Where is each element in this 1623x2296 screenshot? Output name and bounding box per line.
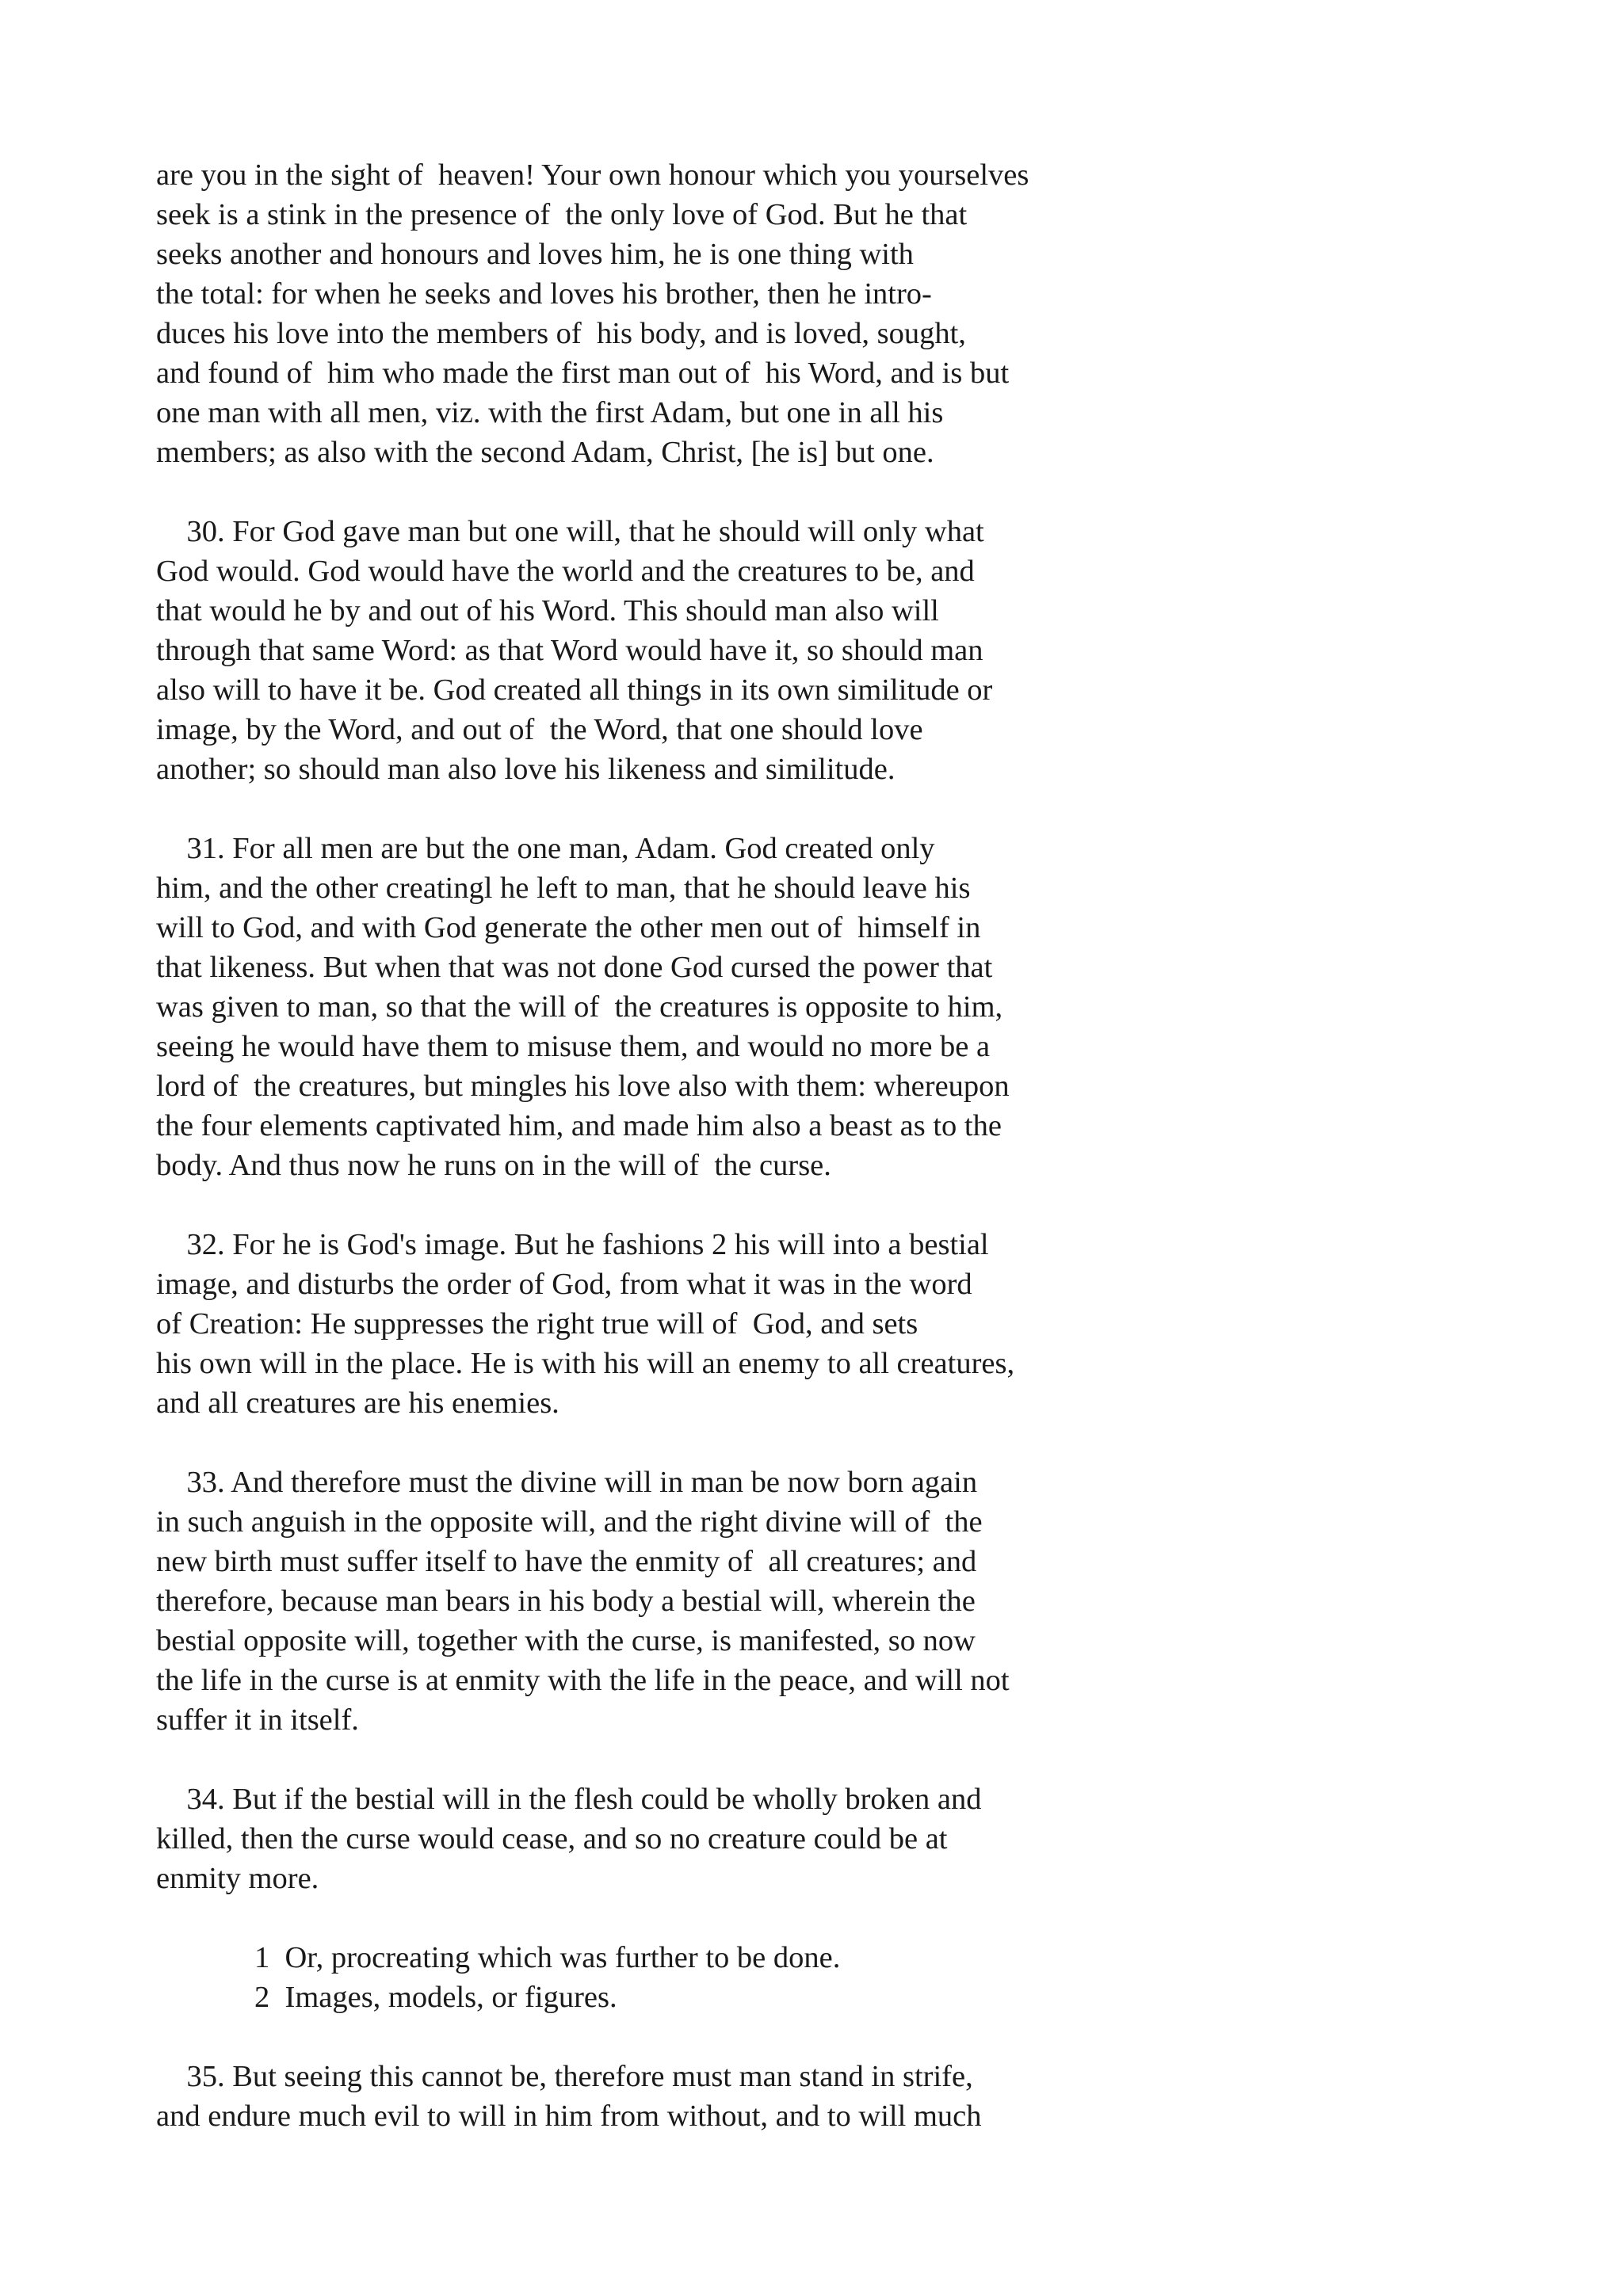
text-line: the life in the curse is at enmity with the life in the peace, and will not xyxy=(156,1664,1010,1697)
text-line: also will to have it be. God created all things in its own similitude or xyxy=(156,673,993,707)
paragraph-continuation xyxy=(156,155,1139,472)
text-line: 31. For all men are but the one man, Adam. God created only xyxy=(156,832,935,865)
text-line: body. And thus now he runs on in the will of the curse. xyxy=(156,1149,831,1182)
text-line: are you in the sight of heaven! Your own honour which you yourselves xyxy=(156,158,1029,192)
text-column xyxy=(156,155,1139,2176)
text-line: image, and disturbs the order of God, from what it was in the word xyxy=(156,1268,972,1301)
text-line: seeks another and honours and loves him, he is one thing with xyxy=(156,238,914,271)
text-line: and all creatures are his enemies. xyxy=(156,1386,559,1420)
paragraph-35 xyxy=(156,2057,1139,2136)
text-line: God would. God would have the world and the creatures to be, and xyxy=(156,555,975,588)
text-line: will to God, and with God generate the other men out of himself in xyxy=(156,911,981,944)
text-line: enmity more. xyxy=(156,1862,319,1895)
text-line: seek is a stink in the presence of the only love of God. But he that xyxy=(156,198,968,231)
text-line: in such anguish in the opposite will, and the right divine will of the xyxy=(156,1505,983,1539)
paragraph-33 xyxy=(156,1463,1139,1740)
text-line: him, and the other creatingl he left to man, that he should leave his xyxy=(156,871,971,905)
text-line: and found of him who made the first man out of his Word, and is but xyxy=(156,357,1010,390)
text-line: the four elements captivated him, and made him also a beast as to the xyxy=(156,1109,1002,1142)
text-line: members; as also with the second Adam, Christ, [he is] but one. xyxy=(156,436,934,469)
paragraph-32 xyxy=(156,1225,1139,1423)
text-line: one man with all men, viz. with the first Adam, but one in all his xyxy=(156,396,944,429)
paragraph-30 xyxy=(156,512,1139,789)
text-line: that likeness. But when that was not done God cursed the power that xyxy=(156,951,993,984)
text-line: of Creation: He suppresses the right true will of God, and sets xyxy=(156,1307,918,1341)
text-line: that would he by and out of his Word. This should man also will xyxy=(156,594,939,627)
footnote-1: 1 Or, procreating which was further to be done. xyxy=(254,1941,841,1974)
text-line: 34. But if the bestial will in the flesh could be wholly broken and xyxy=(156,1783,982,1816)
text-line: duces his love into the members of his body, and is loved, sought, xyxy=(156,317,966,350)
text-line: and endure much evil to will in him from without, and to will much xyxy=(156,2100,982,2133)
text-line: lord of the creatures, but mingles his love also with them: whereupon xyxy=(156,1070,1010,1103)
text-line: image, by the Word, and out of the Word, that one should love xyxy=(156,713,923,746)
footnote-2: 2 Images, models, or figures. xyxy=(254,1981,617,2014)
paragraph-34 xyxy=(156,1779,1139,1898)
text-line: another; so should man also love his likeness and similitude. xyxy=(156,753,896,786)
text-line: suffer it in itself. xyxy=(156,1703,359,1737)
text-line: through that same Word: as that Word would have it, so should man xyxy=(156,634,983,667)
text-line: 30. For God gave man but one will, that he should will only what xyxy=(156,515,984,548)
text-line: his own will in the place. He is with his will an enemy to all creatures, xyxy=(156,1347,1015,1380)
text-line: 35. But seeing this cannot be, therefore must man stand in strife, xyxy=(156,2060,973,2093)
text-line: 32. For he is God's image. But he fashions 2 his will into a bestial xyxy=(156,1228,989,1261)
text-line: killed, then the curse would cease, and so no creature could be at xyxy=(156,1822,948,1855)
text-line: new birth must suffer itself to have the enmity of all creatures; and xyxy=(156,1545,977,1578)
text-line: therefore, because man bears in his body a bestial will, wherein the xyxy=(156,1585,976,1618)
text-line: 33. And therefore must the divine will in man be now born again xyxy=(156,1466,978,1499)
footnotes xyxy=(156,1938,1139,2017)
text-line: was given to man, so that the will of the creatures is opposite to him, xyxy=(156,990,1003,1024)
text-line: bestial opposite will, together with the curse, is manifested, so now xyxy=(156,1624,976,1657)
text-line: the total: for when he seeks and loves his brother, then he intro- xyxy=(156,277,932,311)
paragraph-31 xyxy=(156,829,1139,1185)
text-line: seeing he would have them to misuse them, and would no more be a xyxy=(156,1030,991,1063)
